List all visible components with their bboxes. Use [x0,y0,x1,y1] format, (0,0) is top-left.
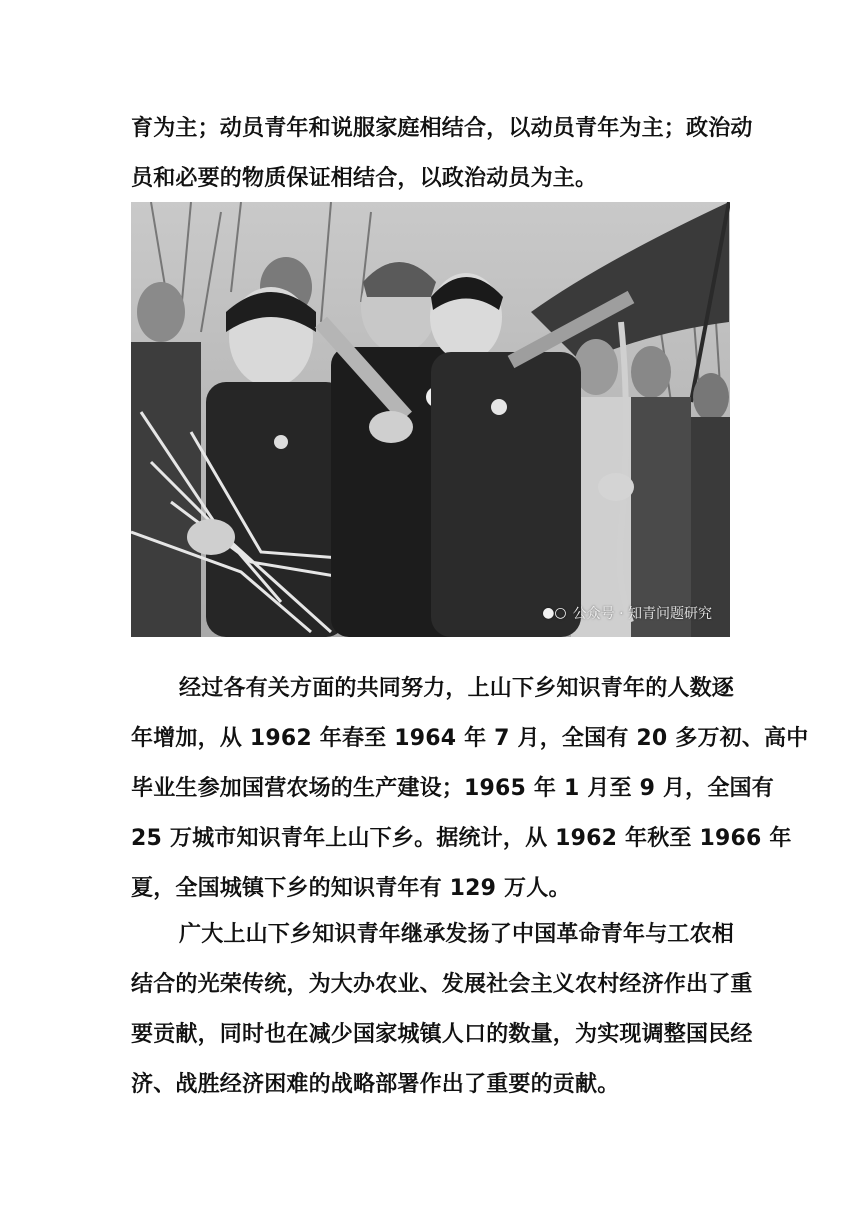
photo-illustration [131,202,730,637]
paragraph-top [131,104,753,204]
photo-watermark [542,603,712,623]
text-line: 要贡献，同时也在减少国家城镇人口的数量，为实现调整国民经 [131,1022,753,1047]
text-line: 育为主；动员青年和说服家庭相结合，以动员青年为主；政治动 [131,116,753,141]
text-line: 25 万城市知识青年上山下乡。据统计，从 1962 年秋至 1966 年 [131,826,792,851]
wechat-icon: ●○ [542,605,567,621]
paragraph-bottom [131,910,753,1110]
historical-photo [131,202,730,637]
text-line: 结合的光荣传统，为大办农业、发展社会主义农村经济作出了重 [131,972,753,997]
text-line: 员和必要的物质保证相结合，以政治动员为主。 [131,166,598,191]
text-line: 年增加，从 1962 年春至 1964 年 7 月，全国有 20 多万初、高中 [131,726,809,751]
text-line: 经过各有关方面的共同努力，上山下乡知识青年的人数逐 [179,676,735,701]
paragraph-middle [131,664,809,914]
watermark-text: 公众号 · 知青问题研究 [572,606,712,622]
text-line: 济、战胜经济困难的战略部署作出了重要的贡献。 [131,1072,620,1097]
text-line: 夏，全国城镇下乡的知识青年有 129 万人。 [131,876,571,901]
text-line: 广大上山下乡知识青年继承发扬了中国革命青年与工农相 [179,922,735,947]
text-line: 毕业生参加国营农场的生产建设；1965 年 1 月至 9 月，全国有 [131,776,774,801]
